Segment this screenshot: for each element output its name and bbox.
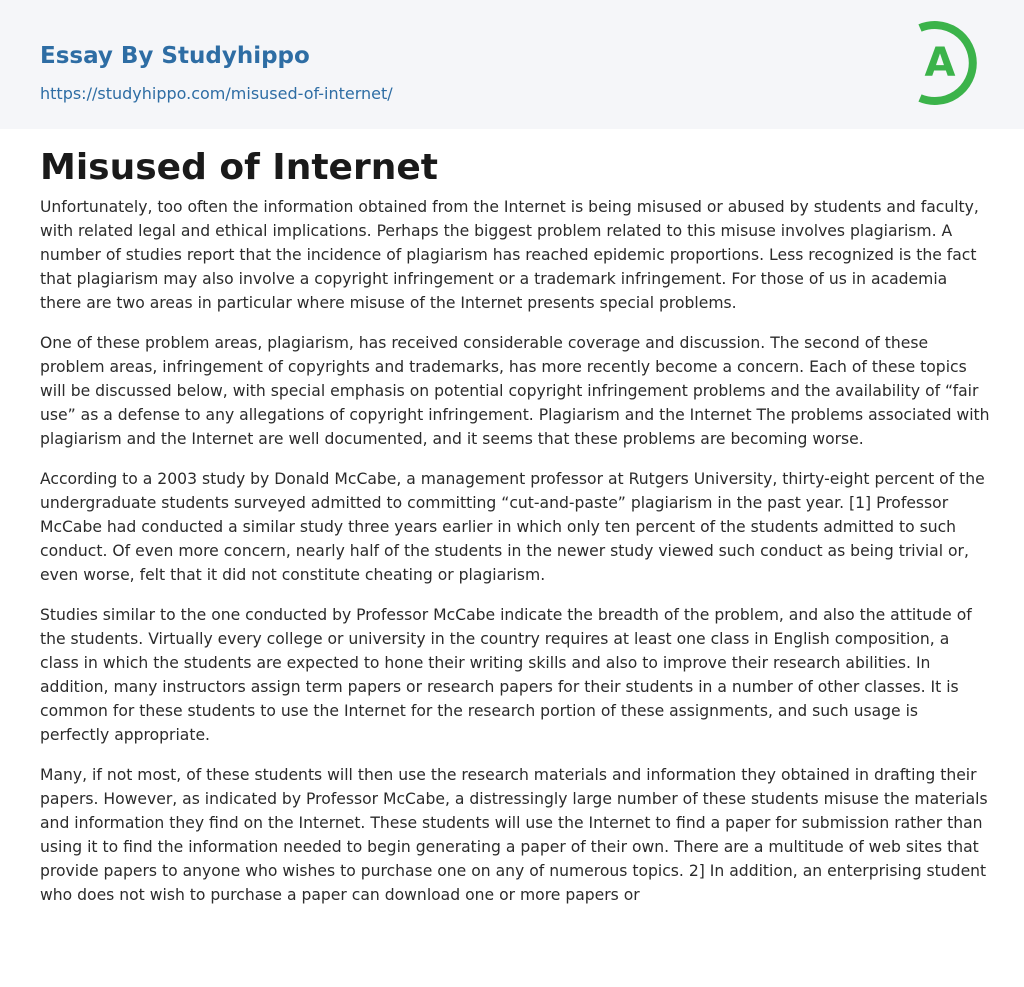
paragraph-3: According to a 2003 study by Donald McCabe, a management professor at Rutgers University, thirty-eight percent of the undergraduate students surveyed admitted to committing “cut-and-paste” plagiarism in the past year. [1] Professor McCabe had conducted a similar study three years earlier in which only ten percent of the students admitted to such conduct. Of even more concern, nearly half of the students in the newer study viewed such conduct as being trivial or, even worse, felt that it did not constitute cheating or plagiarism. <box>40 470 985 584</box>
article-title: Misused of Internet <box>40 147 438 188</box>
article <box>40 145 990 923</box>
page-url-link[interactable]: https://studyhippo.com/misused-of-internet/ <box>40 84 393 103</box>
logo-letter: A <box>924 40 956 86</box>
paragraph-1: Unfortunately, too often the information obtained from the Internet is being misused or abused by students and faculty, with related legal and ethical implications. Perhaps the biggest problem related to this misuse involves plagiarism. A number of studies report that the incidence of plagiarism has reached epidemic proportions. Less recognized is the fact that plagiarism may also involve a copyright infringement or a trademark infringement. For those of us in academia there are two areas in particular where misuse of the Internet presents special problems. <box>40 198 979 312</box>
site-header <box>0 0 1024 129</box>
paragraph-5: Many, if not most, of these students will then use the research materials and information they obtained in drafting their papers. However, as indicated by Professor McCabe, a distressingly large number of these students misuse the materials and information they find on the Internet. These students will use the Internet to find a paper for submission rather than using it to find the information needed to begin generating a paper of their own. There are a multitude of web sites that provide papers to anyone who wishes to purchase one on any of numerous topics. 2] In addition, an enterprising student who does not wish to purchase a paper can download one or more papers or <box>40 766 988 904</box>
paragraph-4: Studies similar to the one conducted by Professor McCabe indicate the breadth of the problem, and also the attitude of the students. Virtually every college or university in the country requires at least one class in English composition, a class in which the students are expected to hone their writing skills and also to improve their research abilities. In addition, many instructors assign term papers or research papers for their students in a number of other classes. It is common for these students to use the Internet for the research portion of these assignments, and such usage is perfectly appropriate. <box>40 606 972 744</box>
paragraph-2: One of these problem areas, plagiarism, has received considerable coverage and discussion. The second of these problem areas, infringement of copyrights and trademarks, has more recently become a concern. Each of these topics will be discussed below, with special emphasis on potential copyright infringement problems and the availability of “fair use” as a defense to any allegations of copyright infringement. Plagiarism and the Internet The problems associated with plagiarism and the Internet are well documented, and it seems that these problems are becoming worse. <box>40 334 990 448</box>
site-title[interactable]: Essay By Studyhippo <box>40 43 310 69</box>
studyhippo-logo-icon[interactable] <box>912 18 988 108</box>
